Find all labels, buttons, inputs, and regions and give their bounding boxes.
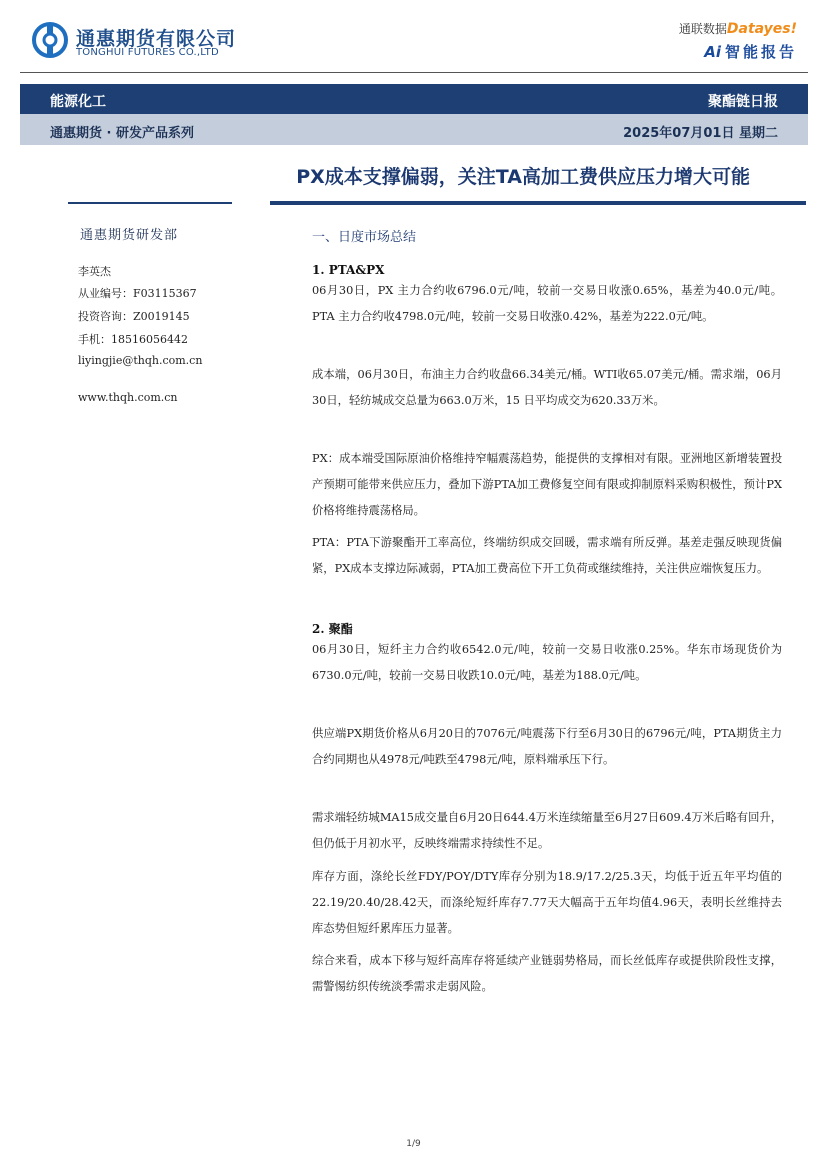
series-label: 通惠期货 · 研发产品系列 — [50, 126, 194, 141]
report-date: 2025年07月01日 星期二 — [623, 126, 778, 141]
paragraph-pta-outlook: PTA：PTA下游聚酯开工率高位，终端纺织成交回暖，需求端有所反弹。基差走强反映现货偏紧，PX成本支撑边际减弱，PTA加工费高位下开工负荷或继续维持，关注供应端恢复压力。 — [312, 536, 782, 575]
company-name-cn: 通惠期货有限公司 — [76, 28, 237, 50]
paragraph-px-outlook: PX：成本端受国际原油价格维持窄幅震荡趋势，能提供的支撑相对有限。亚洲地区新增装置投产预期可能带来供应压力，叠加下游PTA加工费修复空间有限或抑制原料采购积极性，预计PX价格将维持震荡格局。 — [312, 452, 782, 517]
page-number: 1/9 — [406, 1139, 421, 1149]
paragraph-staple-fiber: 06月30日，短纤主力合约收6542.0元/吨，较前一交易日收涨0.25%。华东市场现货价为6730.0元/吨，较前一交易日收跌10.0元/吨，基差为188.0元/吨。 — [312, 643, 782, 682]
paragraph-summary: 综合来看，成本下移与短纤高库存将延续产业链弱势格局，而长丝低库存或提供阶段性支撑，需警惕纺织传统淡季需求走弱风险。 — [312, 954, 782, 993]
paragraph-cost-demand: 成本端，06月30日，布油主力合约收盘66.34美元/桶。WTI收65.07美元/桶。需求端，06月30日，轻纺城成交总量为663.0万米，15 日平均成交为620.33万米。 — [312, 368, 782, 407]
research-department: 通惠期货研发部 — [80, 228, 179, 243]
analyst-license: 从业编号：F03115367 — [78, 287, 197, 300]
header-divider — [20, 72, 808, 73]
company-name-en: TONGHUI FUTURES CO.,LTD — [76, 47, 219, 58]
sidebar-title-rule — [68, 202, 232, 204]
ai-icon: Ai — [704, 43, 721, 61]
series-banner — [20, 114, 808, 145]
datayes-brand-cn: 通联数据 — [678, 22, 727, 36]
paragraph-pta-px-prices: 06月30日，PX 主力合约收6796.0元/吨，较前一交易日收涨0.65%，基差为40.0元/吨。PTA 主力合约收4798.0元/吨，较前一交易日收涨0.42%，基差为222.0元/吨。 — [312, 284, 782, 323]
paragraph-inventory: 库存方面，涤纶长丝FDY/POY/DTY库存分别为18.9/17.2/25.3天，均低于近五年平均值的22.19/20.40/28.42天，而涤纶短纤库存7.77天大幅高于五年均值4.96天，表明长丝维持去库态势但短纤累库压力显著。 — [312, 870, 782, 935]
paragraph-supply: 供应端PX期货价格从6月20日的7076元/吨震荡下行至6月30日的6796元/吨，PTA期货主力合约同期也从4978元/吨跌至4798元/吨，原料端承压下行。 — [312, 727, 782, 766]
title-rule — [270, 201, 806, 205]
category-banner — [20, 84, 808, 114]
company-website[interactable]: www.thqh.com.cn — [78, 391, 178, 404]
analyst-email[interactable]: liyingjie@thqh.com.cn — [78, 354, 203, 367]
ai-report-label: 智能报告 — [724, 43, 797, 61]
report-title: PX成本支撑偏弱，关注TA高加工费供应压力增大可能 — [296, 166, 750, 188]
datayes-brand-en: Datayes! — [726, 21, 797, 37]
ai-report-brand — [704, 41, 797, 62]
paragraph-demand: 需求端轻纺城MA15成交量自6月20日644.4万米连续缩量至6月27日609.4万米后略有回升，但仍低于月初水平，反映终端需求持续性不足。 — [312, 811, 782, 850]
company-logo-icon — [32, 22, 68, 58]
section-heading: 一、日度市场总结 — [312, 230, 417, 245]
report-type-label: 聚酯链日报 — [708, 94, 778, 110]
category-label: 能源化工 — [50, 94, 106, 110]
datayes-brand — [679, 20, 797, 37]
analyst-name: 李英杰 — [78, 265, 111, 278]
analyst-phone: 手机：18516056442 — [78, 333, 188, 346]
analyst-advisory: 投资咨询：Z0019145 — [78, 310, 190, 323]
subsection-pta-px: 1. PTA&PX — [312, 263, 385, 277]
subsection-polyester: 2. 聚酯 — [312, 622, 353, 636]
